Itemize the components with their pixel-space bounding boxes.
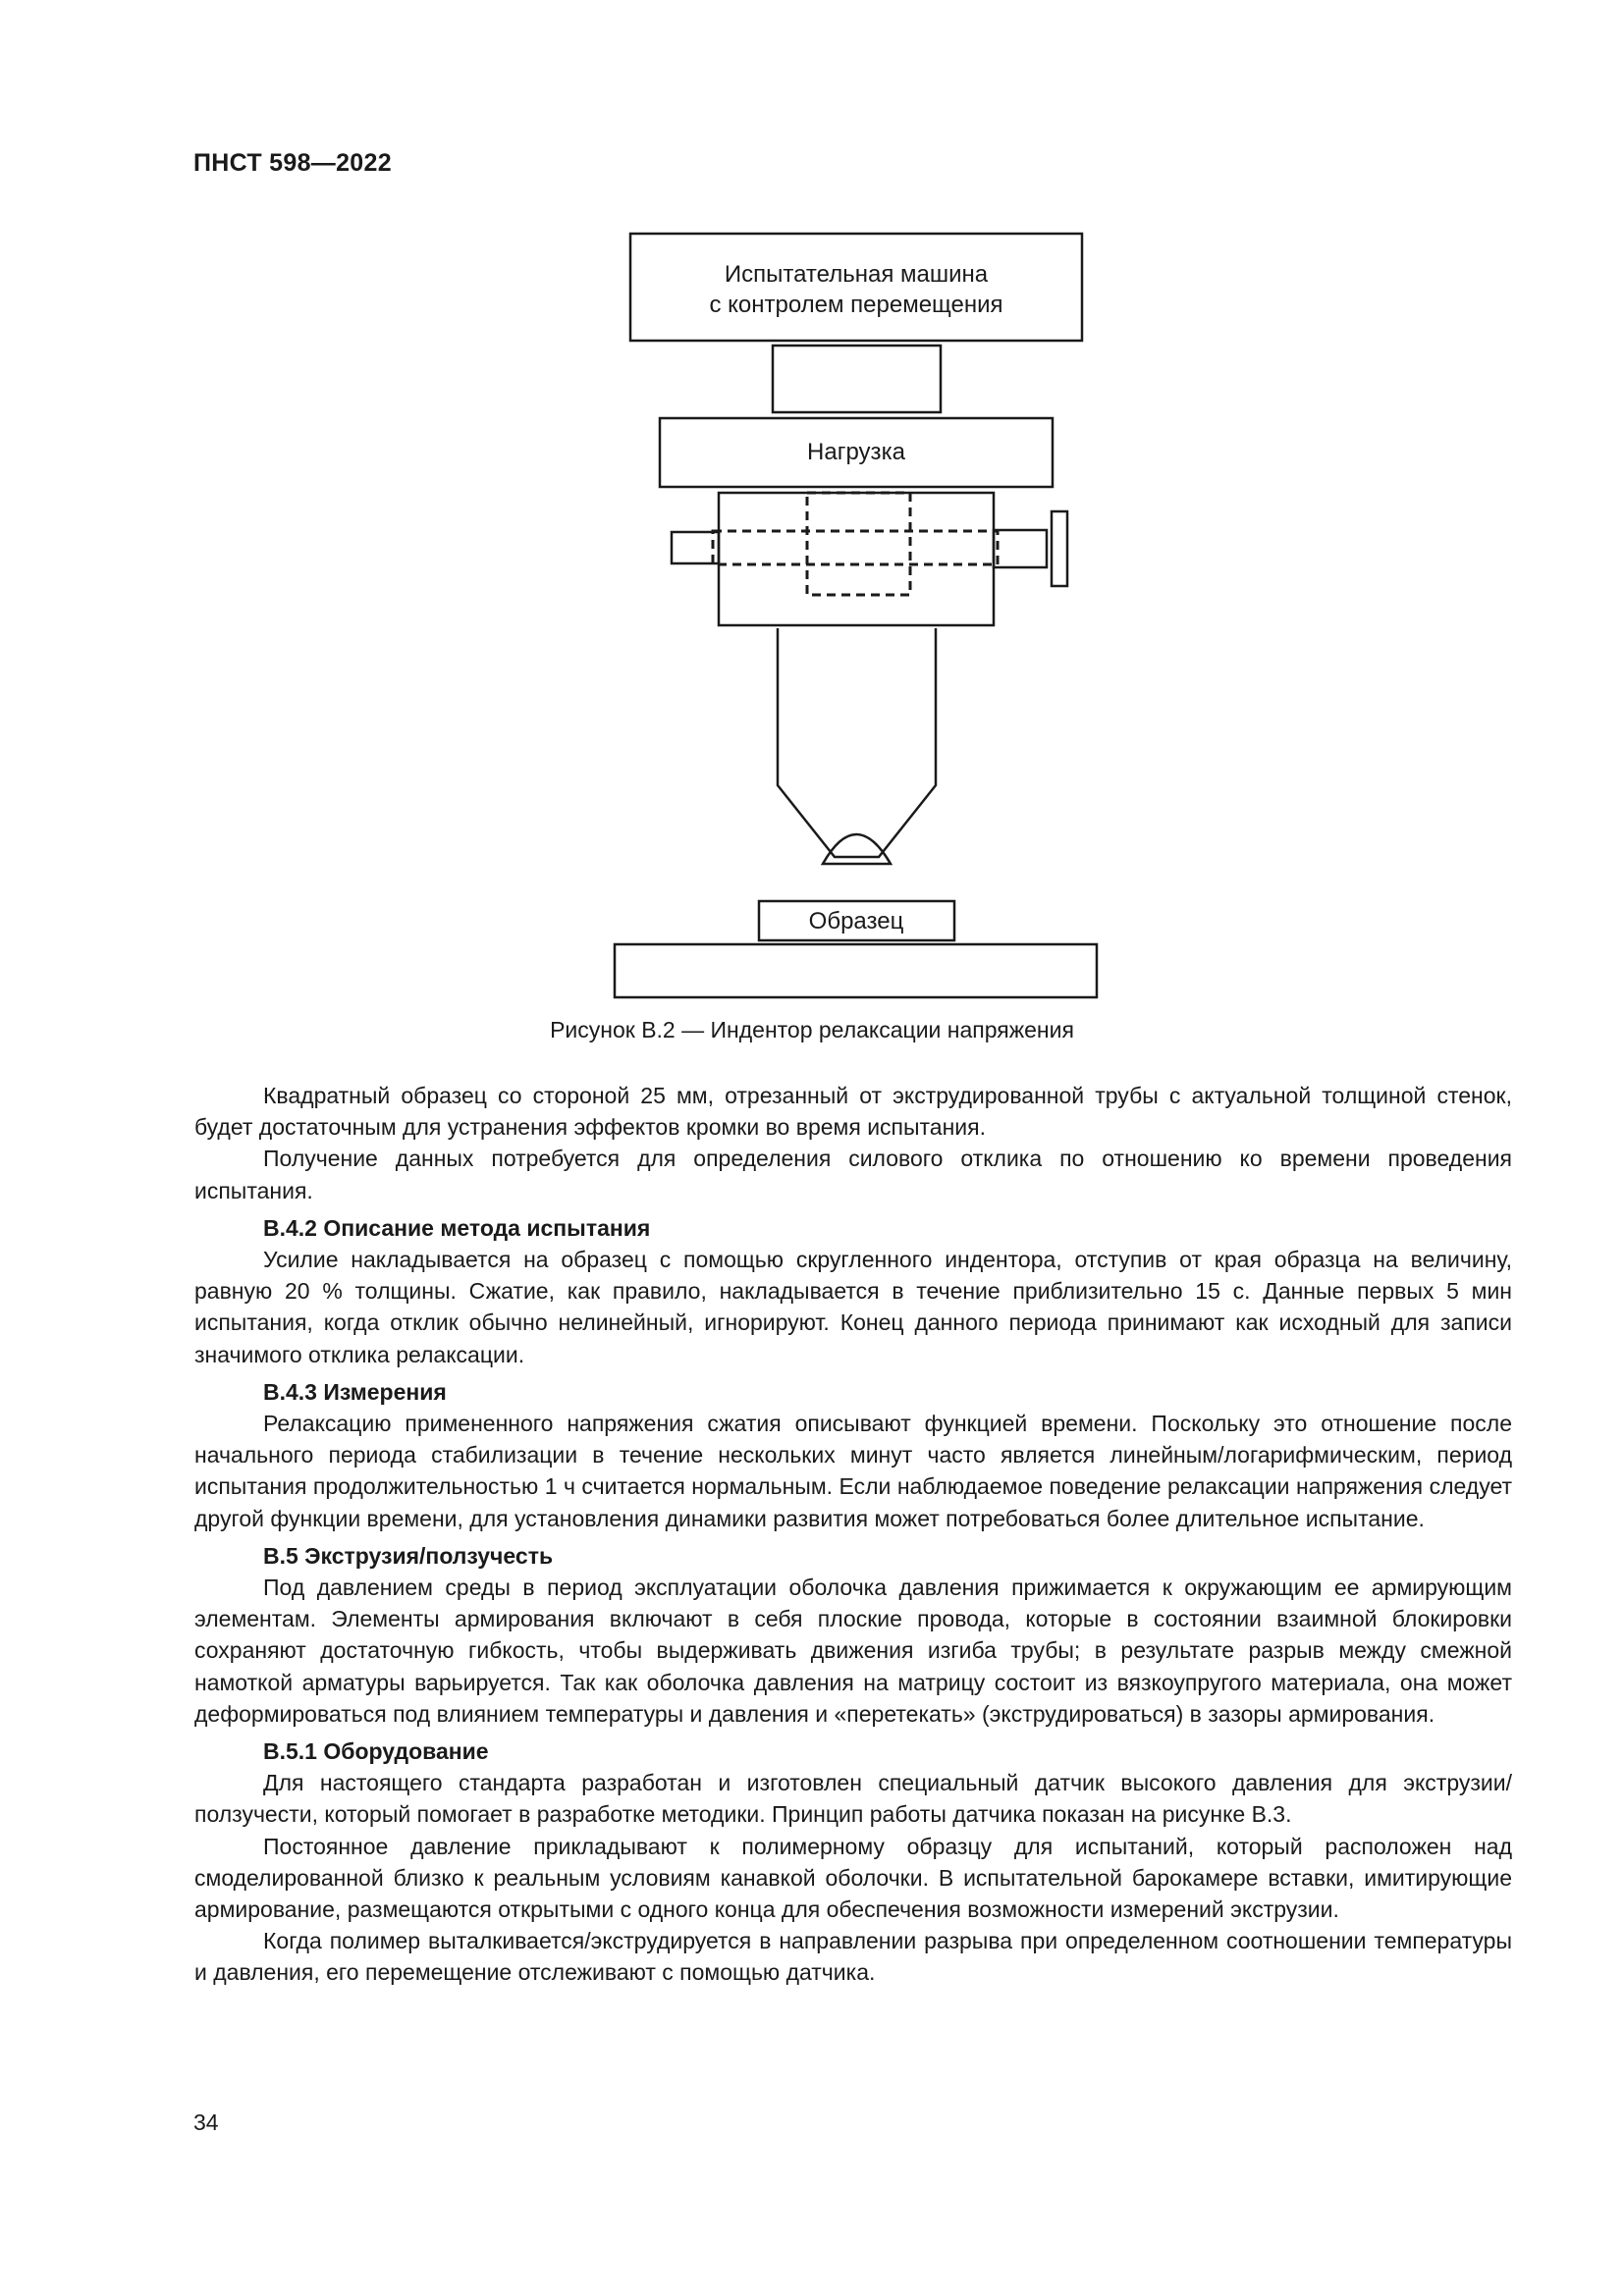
machine-label-line1: Испытательная машина (724, 261, 989, 288)
dashed-insert (807, 493, 910, 595)
dashed-shaft (713, 531, 998, 564)
section-heading: В.5.1 Оборудование (263, 1738, 489, 1765)
paragraph: Постоянное давление прикладывают к полимерному образцу для испытаний, который расположен над смоделированной близко к реальным условиям канавкой оболочки. В испытательной барокамере вставки, имитирующие армирование, размещаются открытыми с одного конца для обеспечения возможности измерений экструзии. (194, 1833, 1512, 1923)
paragraph: Усилие накладывается на образец с помощью скругленного индентора, отступив от края образца на величину, равную 20 % толщины. Сжатие, как правило, накладывается в течение приблизительно 15 с. Данные первых 5 мин испытания, когда отклик обычно нелинейный, игнорируют. Конец данного периода принимают как исходный для записи значимого отклика релаксации. (194, 1247, 1512, 1367)
connector-box (773, 346, 941, 412)
section-heading: В.4.2 Описание метода испытания (263, 1214, 651, 1241)
section-heading: В.5 Экструзия/ползучесть (263, 1542, 554, 1569)
paragraph: Квадратный образец со стороной 25 мм, отрезанный от экструдированной трубы с актуальной толщиной стенок, будет достаточным для устранения эффектов кромки во время испытания. (194, 1083, 1512, 1141)
shaft-right (994, 530, 1047, 567)
indentor-diagram (0, 0, 1624, 1001)
figure-caption: Рисунок В.2 — Индентор релаксации напряжения (550, 1017, 1074, 1042)
body-text (194, 1080, 1512, 1989)
machine-label-line2: с контролем перемещения (709, 292, 1003, 318)
document-header: ПНСТ 598—2022 (193, 149, 392, 177)
section-heading: В.4.3 Измерения (263, 1378, 447, 1405)
page-number: 34 (193, 2109, 219, 2135)
paragraph: Получение данных потребуется для определения силового отклика по отношению ко времени проведения испытания. (194, 1146, 1512, 1203)
paragraph: Под давлением среды в период эксплуатации оболочка давления прижимается к окружающим ее армирующим элементам. Элементы армирования включают в себя плоские провода, которые в состоянии взаимной блокировки сохраняют достаточную гибкость, чтобы выдерживать движения изгиба трубы; в результате разрыв между смежной намоткой арматуры варьируется. Так как оболочка давления на матрицу состоит из вязкоупругого материала, она может деформироваться под влиянием температуры и давления и «перетекать» (экструдироваться) в зазоры армирования. (194, 1575, 1512, 1727)
sample-label: Образец (808, 908, 904, 934)
load-label: Нагрузка (807, 439, 905, 465)
indentor-body (778, 628, 936, 857)
shaft-knob (1052, 511, 1067, 586)
paragraph: Релаксацию примененного напряжения сжатия описывают функцией времени. Поскольку это отношение после начального периода стабилизации в течение нескольких минут часто является линейным/логарифмическим, период испытания продолжительностью 1 ч считается нормальным. Если наблюдаемое поведение релаксации напряжения следует другой функции времени, для установления динамики развития может потребоваться более длительное испытание. (194, 1411, 1512, 1531)
holder-block (719, 493, 994, 625)
base-plate (615, 944, 1097, 997)
paragraph: Когда полимер выталкивается/экструдируется в направлении разрыва при определенном соотношении температуры и давления, его перемещение отслеживают с помощью датчика. (194, 1928, 1512, 1986)
paragraph: Для настоящего стандарта разработан и изготовлен специальный датчик высокого давления для экструзии/ползучести, который помогает в разработке методики. Принцип работы датчика показан на рисунке В.3. (194, 1770, 1512, 1828)
indentor-tip (823, 834, 891, 864)
